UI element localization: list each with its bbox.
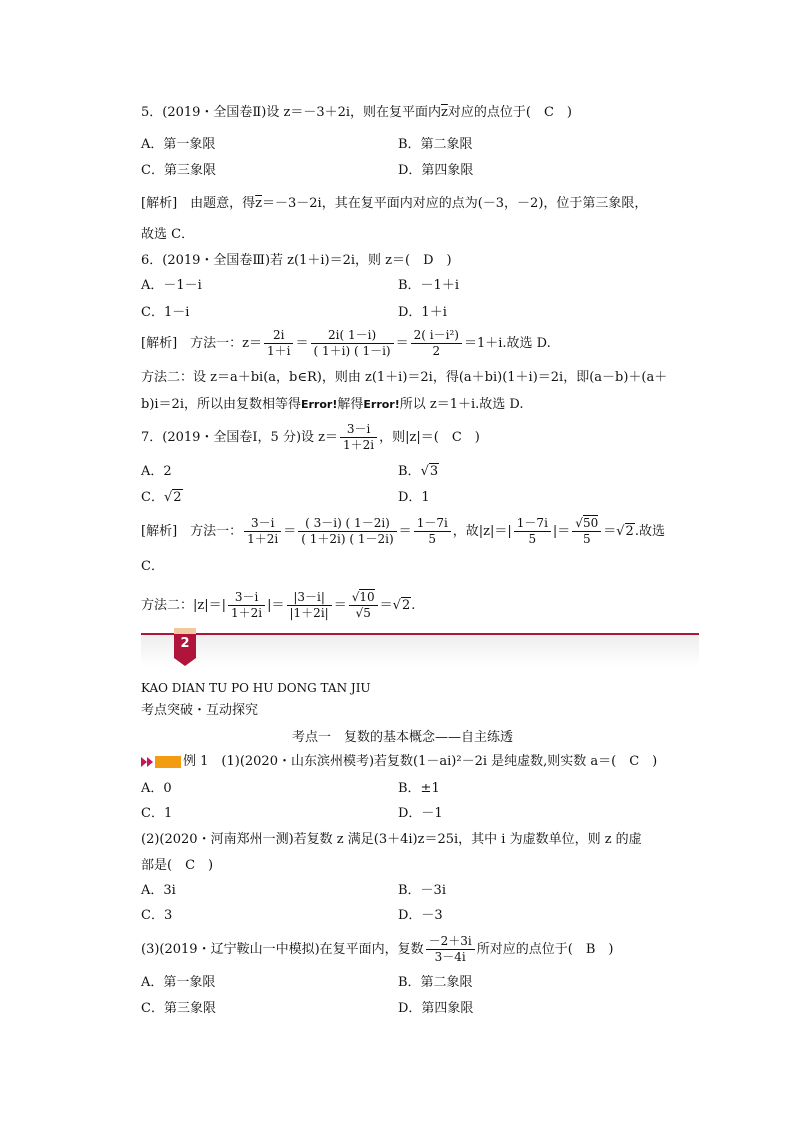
q6-option-b: B．－1＋i [398, 278, 459, 293]
section-header-background [141, 635, 699, 667]
section-number: 2 [180, 636, 190, 651]
q7-method1: [解析] 方法一： $\frac{3-i}{1+2i}$ ＝ $\frac{( 3-i) ( 1-2i)}{( 1+2i) ( 1-2i)}$ ＝ $\frac{1-7i}{5}$ ，故|z|＝| $\frac{1-7i}{5}$ |＝ $\frac{√50}{5}$ ＝√2.故选 [141, 516, 665, 546]
ex1-p2-option-d: D．－3 [398, 908, 443, 923]
topic-heading: 考点一 复数的基本概念——自主练透 [292, 730, 514, 745]
ex1-p1-option-c: C．1 [141, 806, 173, 821]
ex1-p1-option-a: A．0 [141, 781, 172, 796]
q5-analysis: [解析] 由题意，得$\overline{z}=-3-2i$，其在复平面内对应的点为(－3，－2)，位于第三象限， [141, 196, 648, 211]
fraction: $\frac{1-7i}{5}$ [514, 516, 551, 547]
ex1-p2-option-b: B．－3i [398, 883, 446, 898]
example1-part3: (3)(2019・辽宁鞍山一中模拟)在复平面内，复数 $\frac{-2+3i}{3-4i}$ 所对应的点位于( B ) [141, 934, 614, 964]
q5-analysis-line2: 故选 C． [141, 227, 195, 242]
q5-option-c: C．第三象限 [141, 163, 216, 178]
fraction: $\frac{2i}{1+i}$ [264, 328, 293, 359]
q6-option-c: C．1－i [141, 305, 190, 320]
q6-method1: [解析] 方法一：z＝ $\frac{2i}{1+i}$ ＝ $\frac{2i( 1-i)}{( 1+i) ( 1-i)}$ ＝ $\frac{\text{2( i－i²)}}{2}$ ＝1＋i.故选 D. [141, 328, 551, 358]
section-divider [141, 633, 699, 635]
fraction: $\frac{|3-i|}{|1+2i|}$ [287, 590, 332, 621]
ex1-p3-option-c: C．第三象限 [141, 1001, 216, 1016]
fraction: $\frac{2i( 1-i)}{( 1+i) ( 1-i)}$ [311, 328, 394, 359]
sqrt: √2 [163, 490, 182, 505]
fraction: $\frac{3-i}{1+2i}$ [228, 590, 265, 621]
ex1-p1-option-b: B．±1 [398, 781, 440, 796]
section-number-badge [174, 628, 196, 666]
section-pinyin: KAO DIAN TU PO HU DONG TAN JIU [141, 681, 371, 695]
ex1-p2-option-c: C．3 [141, 908, 173, 923]
error-text: Error! [300, 398, 338, 411]
example1-part2: (2)(2020・河南郑州一测)若复数 z 满足(3＋4i)z＝25i，其中 i 为虚数单位，则 z 的虚 [141, 832, 642, 847]
example-label: 例 1 [183, 754, 209, 769]
ex1-p1-option-d: D．－1 [398, 806, 443, 821]
q6-method2-line2: b)i＝2i，所以由复数相等得Error!解得Error!所以 z＝1＋i.故选 D. [141, 397, 524, 412]
fraction: $\frac{√10}{√5}$ [349, 590, 378, 621]
sqrt: √3 [420, 464, 439, 479]
fraction: $\frac{3-i}{1+2i}$ [244, 516, 281, 547]
q7-option-c: C．√2 [141, 490, 182, 505]
example1-part1: 例 1 (1)(2020・山东滨州模考)若复数(1－ai)²－2i 是纯虚数,则实数 a＝( C ) [183, 754, 658, 769]
fraction: $\frac{( 3-i) ( 1-2i)}{( 1+2i) ( 1-2i)}$ [298, 516, 396, 547]
fraction: $\frac{√50}{5}$ [572, 516, 601, 547]
fraction: $\frac{1-7i}{5}$ [414, 516, 451, 547]
q6-method2: 方法二：设 z＝a＋bi(a，b∈R)，则由 z(1＋i)＝2i，得(a＋bi)(1＋i)＝2i，即(a－b)＋(a＋ [141, 370, 668, 385]
q6-option-a: A．－1－i [141, 278, 202, 293]
z-conjugate: $\overline{z}$ [255, 196, 263, 211]
ex1-p3-option-b: B．第二象限 [398, 975, 473, 990]
q7-stem: 7．(2019・全国卷Ⅰ，5 分)设 z＝ $\frac{3-i}{1+2i}$ ，则|z|＝( C ) [141, 422, 480, 452]
q7-option-d: D．1 [398, 490, 430, 505]
sqrt: √2 [392, 598, 411, 613]
section-title: 考点突破・互动探究 [141, 703, 259, 718]
z-conjugate: $\overline{z}$ [441, 105, 448, 120]
q7-option-b: B．√3 [398, 464, 439, 479]
sqrt: √2 [616, 524, 634, 539]
q7-option-a: A．2 [141, 464, 172, 479]
q6-option-d: D．1＋i [398, 305, 447, 320]
error-text: Error! [363, 398, 400, 411]
q7-method1-line2: C． [141, 559, 164, 574]
q5-option-b: B．第二象限 [398, 137, 473, 152]
q7-method2: 方法二：|z|＝| $\frac{3-i}{1+2i}$ |＝ $\frac{|3-i|}{|1+2i|}$ ＝ $\frac{√10}{√5}$ ＝√2. [141, 590, 416, 620]
ex1-p2-option-a: A．3i [141, 883, 176, 898]
q5-stem: 5．(2019・全国卷Ⅱ)设 z＝－3＋2i，则在复平面内$\overline{z}$对应的点位于( C ) [141, 105, 572, 120]
ex1-p3-option-a: A．第一象限 [141, 975, 216, 990]
fraction: $\frac{-2+3i}{3-4i}$ [426, 934, 475, 965]
fraction: $\frac{\text{2( i－i²)}}{2}$ [411, 328, 462, 359]
example1-part2-line2: 部是( C ) [141, 858, 214, 873]
q5-option-a: A．第一象限 [141, 137, 216, 152]
ex1-p3-option-d: D．第四象限 [398, 1001, 474, 1016]
example-arrow-icon [141, 756, 181, 768]
q5-option-d: D．第四象限 [398, 163, 474, 178]
q6-stem: 6．(2019・全国卷Ⅲ)若 z(1＋i)＝2i，则 z＝( D ) [141, 253, 452, 268]
fraction: $\frac{3-i}{1+2i}$ [340, 422, 377, 453]
